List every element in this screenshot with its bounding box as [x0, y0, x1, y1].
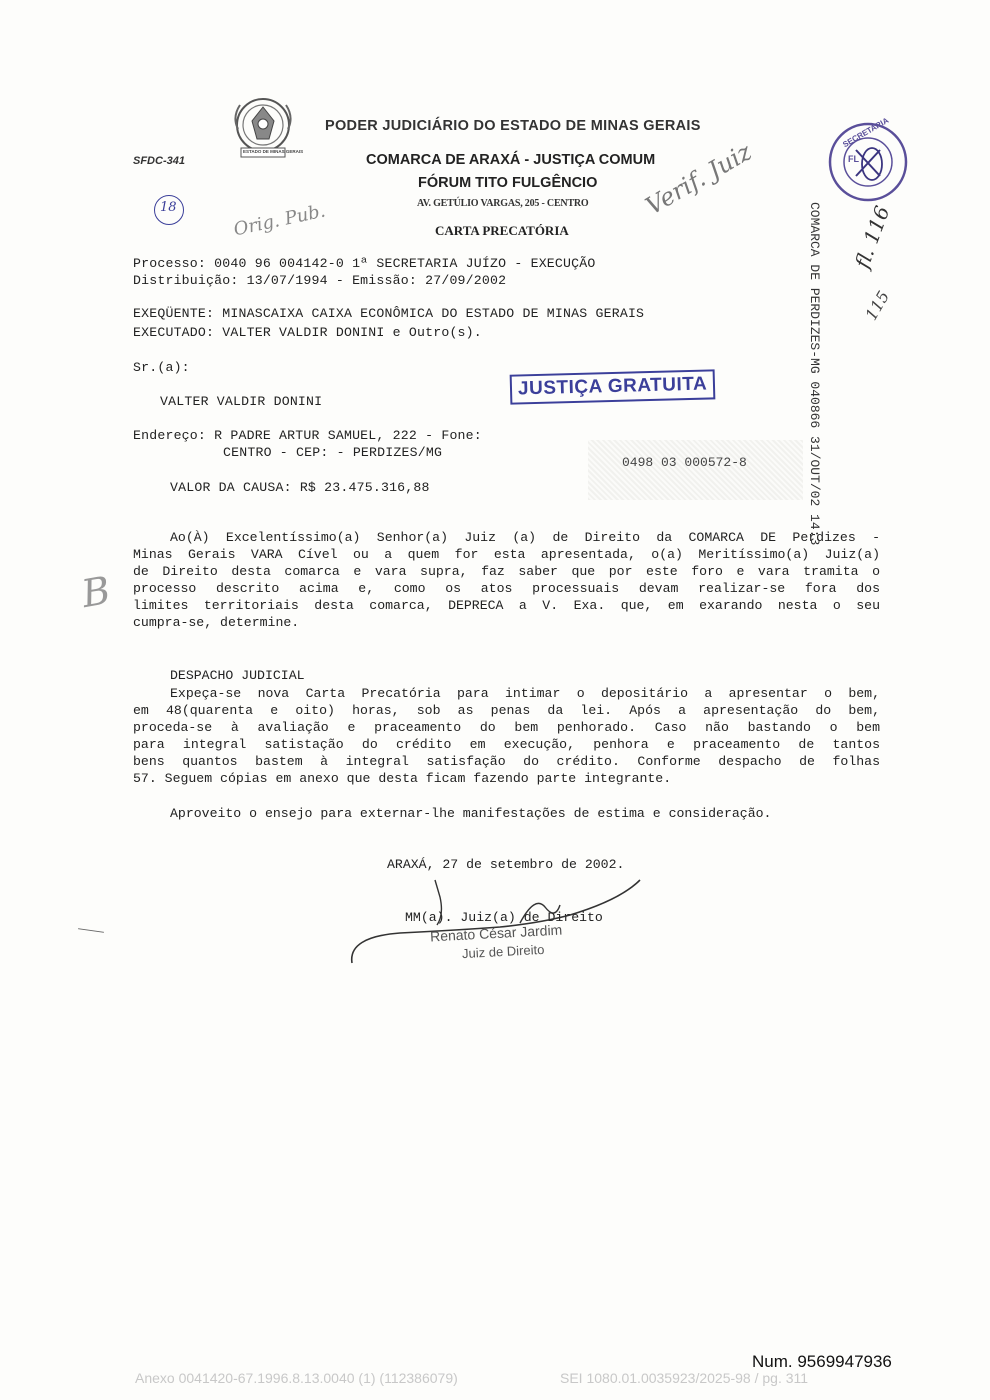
margin-dash-mark: [78, 928, 104, 933]
despacho-title: DESPACHO JUDICIAL: [170, 668, 305, 683]
intro-line-last: cumpra-se, determine.: [133, 615, 300, 630]
handwritten-number: 115: [861, 287, 894, 324]
footer-annex: Anexo 0041420-67.1996.8.13.0040 (1) (112386079): [135, 1370, 458, 1386]
forum-address: AV. GETÚLIO VARGAS, 205 - CENTRO: [417, 198, 589, 209]
handwritten-note-orig: Orig. Pub.: [231, 200, 328, 241]
document-number: Num. 9569947936: [752, 1352, 892, 1371]
closing-line: Aproveito o ensejo para externar-lhe manifestações de estima e consideração.: [170, 806, 772, 821]
valor-da-causa: VALOR DA CAUSA: R$ 23.475.316,88: [170, 480, 430, 495]
forum-title: FÓRUM TITO FULGÊNCIO: [418, 175, 598, 191]
form-code: SFDC-341: [133, 155, 185, 167]
handwritten-note-verif: Verif. Juiz: [640, 137, 757, 221]
exequente-line: EXEQÜENTE: MINASCAIXA CAIXA ECONÔMICA DO ESTADO DE MINAS GERAIS: [133, 306, 645, 321]
handwritten-margin-mark: B: [78, 567, 114, 617]
intro-line-5: limites territoriais desta comarca, DEPRECA a V. Exa. que, em exarando nesta o seu: [133, 598, 880, 613]
intro-line-4: processo descrito acima e, como os atos processuais devam realizar-se fora dos: [133, 581, 880, 596]
footer-sei: SEI 1080.01.0035923/2025-98 / pg. 311: [560, 1370, 809, 1386]
handwritten-page-number: fl. 116: [849, 202, 895, 272]
recipient-address-2: CENTRO - CEP: - PERDIZES/MG: [223, 445, 443, 460]
signature-label: MM(a). Juiz(a) de Direito: [405, 910, 603, 925]
intro-line-3: de Direito desta comarca e vara supra, faz saber que por este foro e vara tramita o: [133, 564, 880, 579]
court-title: PODER JUDICIÁRIO DO ESTADO DE MINAS GERAIS: [325, 118, 701, 134]
despacho-line-5: bens quantos bastem à integral satisfação do crédito. Conforme despacho de folhas: [133, 754, 880, 769]
distribution-line: Distribuição: 13/07/1994 - Emissão: 27/09/2002: [133, 273, 507, 288]
handwritten-circle-number: 18: [160, 200, 177, 215]
intro-line-1: Ao(À) Excelentíssimo(a) Senhor(a) Juiz (a) de Direito da COMARCA DE Perdizes -: [170, 530, 880, 545]
secretaria-stamp-fl: FL: [848, 154, 859, 164]
recipient-address-1: Endereço: R PADRE ARTUR SAMUEL, 222 - Fone:: [133, 428, 482, 443]
judge-title-stamp: Juiz de Direito: [461, 941, 545, 962]
process-number-line: Processo: 0040 96 004142-0 1ª SECRETARIA JUÍZO - EXECUÇÃO: [133, 256, 596, 271]
executado-line: EXECUTADO: VALTER VALDIR DONINI e Outro(s).: [133, 325, 482, 340]
secretaria-stamp-text: SECRETARIA: [841, 115, 891, 150]
comarca-title: COMARCA DE ARAXÁ - JUSTIÇA COMUM: [366, 152, 656, 168]
coat-of-arms-seal: [228, 93, 304, 161]
judge-name-stamp: Renato César Jardim: [429, 921, 563, 945]
seal-ribbon-text: ESTADO DE MINAS GERAIS: [243, 149, 304, 154]
date-line: ARAXÁ, 27 de setembro de 2002.: [387, 857, 625, 872]
salutation: Sr.(a):: [133, 360, 190, 375]
justica-gratuita-stamp: JUSTIÇA GRATUITA: [510, 369, 716, 404]
despacho-line-2: em 48(quarenta e oito) horas, sob as penas da lei. Após a apresentação do bem,: [133, 703, 880, 718]
despacho-line-4: para integral satistação do crédito em execução, penhora e praceamento de tantos: [133, 737, 880, 752]
vertical-protocol-stamp: COMARCA DE PERDIZES-MG 040866 31/OUT/02 14:3: [807, 202, 822, 546]
despacho-line-3: proceda-se à avaliação e praceamento do bem penhorado. Caso não bastando o bem: [133, 720, 880, 735]
intro-line-2: Minas Gerais VARA Cível ou a quem for esta apresentada, o(a) Meritíssimo(a) Juiz(a): [133, 547, 880, 562]
despacho-line-last: 57. Seguem cópias em anexo que desta ficam fazendo parte integrante.: [133, 771, 672, 786]
secretaria-stamp: [826, 115, 910, 204]
document-type: CARTA PRECATÓRIA: [435, 223, 569, 238]
protocol-number: 0498 03 000572-8: [622, 455, 747, 470]
recipient-name: VALTER VALDIR DONINI: [160, 394, 323, 409]
despacho-line-1: Expeça-se nova Carta Precatória para intimar o depositário a apresentar o bem,: [170, 686, 880, 701]
protocol-stamp-area: [588, 440, 803, 500]
